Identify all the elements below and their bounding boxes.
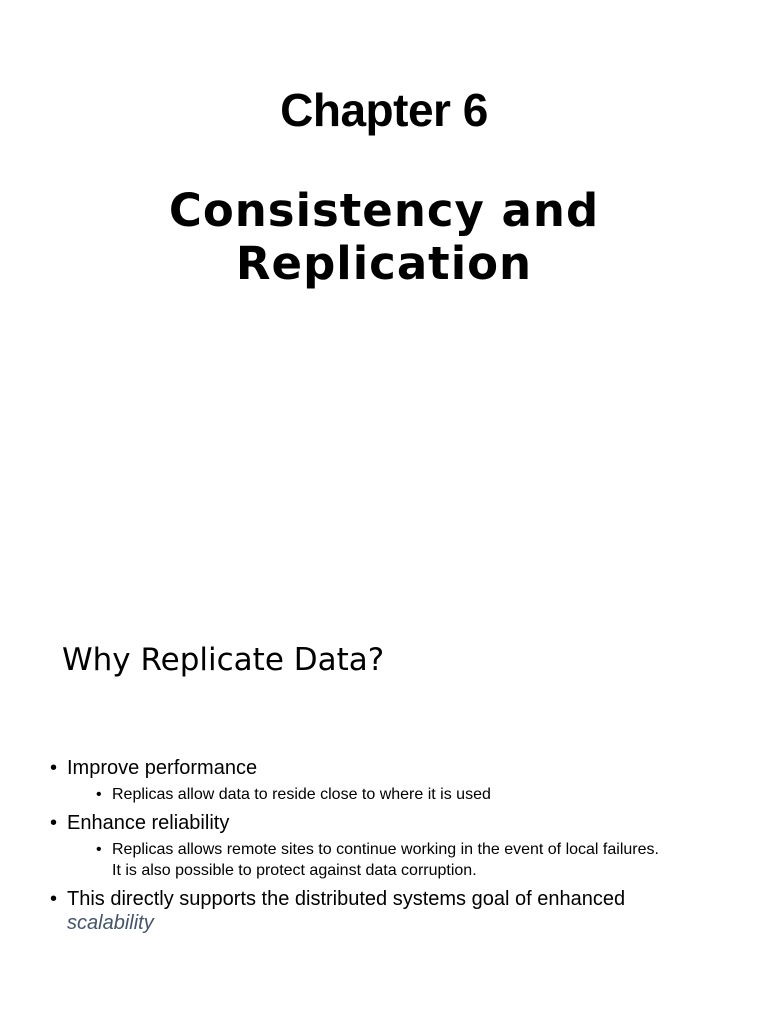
bullet-item-performance	[50, 756, 740, 805]
bullet-text: This directly supports the distributed systems goal of enhanced	[67, 888, 626, 910]
sub-bullet-text: Replicas allow data to reside close to where it is used	[112, 786, 491, 803]
sub-bullet-item	[96, 839, 740, 881]
bullet-item-reliability	[50, 811, 740, 881]
bullet-dot-icon: •	[50, 888, 58, 910]
chapter-heading: Chapter 6	[280, 84, 488, 136]
slide-title-line-1: Consistency and	[168, 184, 600, 237]
slide-title-line-2: Replication	[235, 237, 533, 290]
slide-title	[0, 184, 768, 290]
emphasis-text: scalability	[67, 912, 154, 934]
bullet-list	[50, 756, 740, 935]
bullet-item-scalability	[50, 887, 740, 935]
bullet-dot-icon: •	[50, 812, 58, 834]
sub-bullet-text-line-2: It is also possible to protect against data corruption.	[112, 862, 477, 879]
bullet-dot-icon: •	[96, 841, 102, 858]
bullet-dot-icon: •	[50, 757, 58, 779]
bullet-dot-icon: •	[96, 786, 102, 803]
slide-heading: Why Replicate Data?	[62, 642, 385, 678]
slide-why-replicate	[0, 512, 768, 1024]
sub-bullet-text-line-1: Replicas allows remote sites to continue working in the event of local failures.	[112, 841, 659, 858]
bullet-text: Improve performance	[67, 757, 258, 779]
sub-bullet-item	[96, 784, 740, 805]
bullet-text: Enhance reliability	[67, 812, 230, 834]
